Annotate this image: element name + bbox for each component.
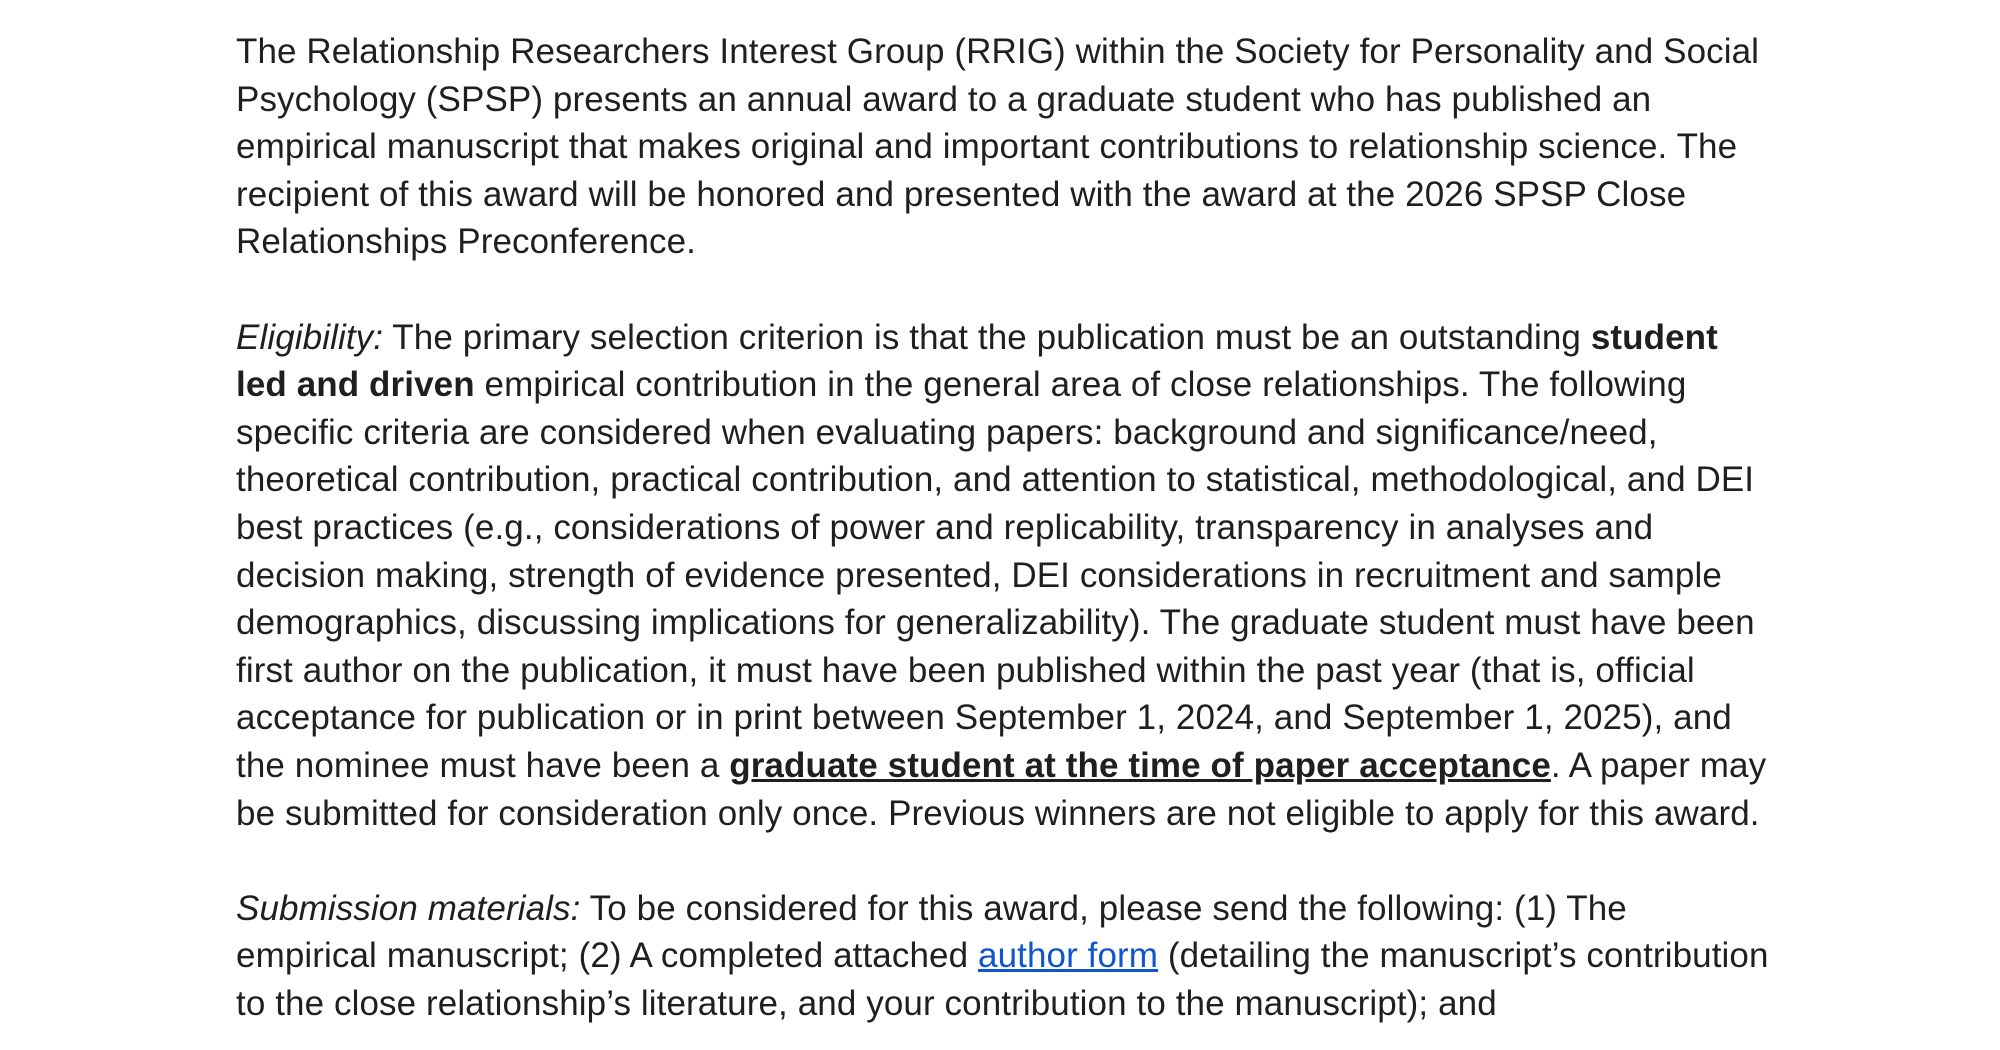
submission-heading: Submission materials: bbox=[236, 888, 581, 928]
eligibility-heading: Eligibility: bbox=[236, 317, 384, 357]
student-led-emphasis: student led and driven bbox=[236, 317, 1718, 405]
graduate-student-emphasis: graduate student at the time of paper acceptance bbox=[729, 745, 1551, 785]
author-form-link[interactable]: author form bbox=[978, 936, 1159, 976]
submission-text-2: (detailing the manuscript’s contribution to the close relationship’s literature, and your contribution to the manuscript); and bbox=[236, 936, 1769, 1023]
eligibility-text-2: empirical contribution in the general area of close relationships. The following specific criteria are considered when evaluating papers: background and significance/need, theoretical contribution, practical contribution, and attention to statistical, methodological, and DEI best practices (e.g., considerations of power and replicability, transparency in analyses and decision making, strength of evidence presented, DEI considerations in recruitment and sample demographics, discussing implications for generalizability). The graduate student must have been first author on the publication, it must have been published within the past year (that is, official acceptance for publication or in print between September 1, 2024, and September 1, 2025), and the nominee must have been a bbox=[236, 365, 1755, 785]
eligibility-text-1: The primary selection criterion is that the publication must be an outstanding bbox=[383, 317, 1591, 357]
document-body bbox=[236, 28, 1776, 1050]
submission-paragraph bbox=[236, 885, 1776, 1028]
eligibility-paragraph bbox=[236, 314, 1776, 838]
submission-text-1: To be considered for this award, please send the following: (1) The empirical manuscript; (2) A completed attached bbox=[236, 888, 1627, 976]
intro-paragraph bbox=[236, 28, 1776, 266]
eligibility-text-3: . A paper may be submitted for consideration only once. Previous winners are not eligible to apply for this award. bbox=[236, 745, 1767, 833]
intro-text: The Relationship Researchers Interest Group (RRIG) within the Society for Personality and Social Psychology (SPSP) presents an annual award to a graduate student who has published an empirical manuscript that makes original and important contributions to relationship science. The recipient of this award will be honored and presented with the award at the 2026 SPSP Close Relationships Preconference. bbox=[236, 32, 1760, 262]
